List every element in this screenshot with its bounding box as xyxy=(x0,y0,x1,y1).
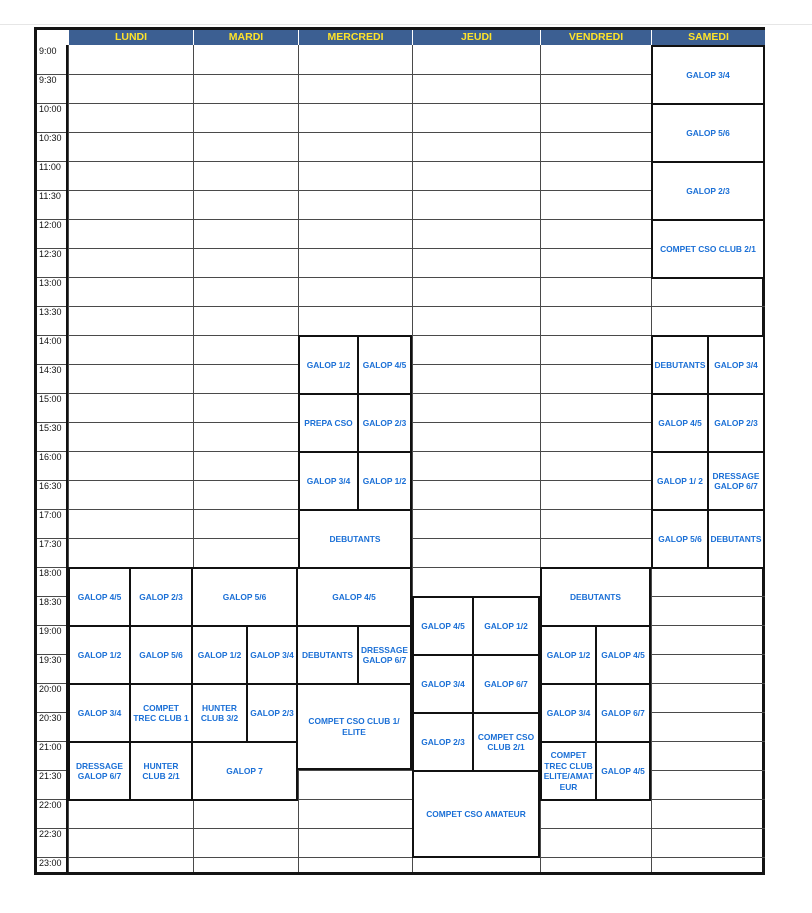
time-label: 23:00 xyxy=(39,858,62,868)
corner-cell xyxy=(37,30,68,45)
time-label: 16:00 xyxy=(39,452,62,462)
class-block[interactable]: GALOP 4/5 xyxy=(296,567,412,627)
class-block[interactable]: GALOP 1/2 xyxy=(68,625,131,685)
class-block[interactable]: GALOP 5/6 xyxy=(651,509,709,569)
class-block[interactable]: COMPET CSO CLUB 2/1 xyxy=(472,712,540,772)
class-block[interactable]: GALOP 3/4 xyxy=(540,683,597,743)
time-label: 17:00 xyxy=(39,510,62,520)
class-block[interactable]: DRESSAGE GALOP 6/7 xyxy=(68,741,131,801)
time-label: 18:30 xyxy=(39,597,62,607)
time-label: 13:00 xyxy=(39,278,62,288)
class-block[interactable]: GALOP 4/5 xyxy=(651,393,709,453)
class-block[interactable]: GALOP 1/2 xyxy=(298,335,359,395)
day-header-samedi: SAMEDI xyxy=(651,30,765,45)
time-label: 9:00 xyxy=(39,46,57,56)
class-block[interactable]: DEBUTANTS xyxy=(707,509,765,569)
time-label: 11:00 xyxy=(39,162,61,172)
class-block[interactable]: COMPET CSO AMATEUR xyxy=(412,770,540,858)
time-label: 21:30 xyxy=(39,771,62,781)
time-label: 16:30 xyxy=(39,481,62,491)
class-block[interactable]: GALOP 2/3 xyxy=(246,683,298,743)
time-label: 21:00 xyxy=(39,742,62,752)
class-block[interactable]: COMPET TREC CLUB ELITE/AMAT EUR xyxy=(540,741,597,801)
class-block[interactable]: GALOP 7 xyxy=(191,741,298,801)
class-block[interactable]: GALOP 2/3 xyxy=(129,567,193,627)
class-block[interactable]: GALOP 5/6 xyxy=(129,625,193,685)
time-label: 20:00 xyxy=(39,684,62,694)
class-block[interactable]: COMPET CSO CLUB 1/ ELITE xyxy=(296,683,412,770)
class-block[interactable]: DRESSAGE GALOP 6/7 xyxy=(357,625,412,685)
class-block[interactable]: GALOP 2/3 xyxy=(651,161,765,221)
time-label: 11:30 xyxy=(39,191,61,201)
class-block[interactable]: DEBUTANTS xyxy=(540,567,651,627)
time-label: 10:00 xyxy=(39,104,62,114)
class-block[interactable]: COMPET TREC CLUB 1 xyxy=(129,683,193,743)
class-block[interactable]: DRESSAGE GALOP 6/7 xyxy=(707,451,765,511)
class-block[interactable]: GALOP 2/3 xyxy=(357,393,412,453)
class-block[interactable]: HUNTER CLUB 3/2 xyxy=(191,683,248,743)
time-label: 19:00 xyxy=(39,626,62,636)
class-block[interactable]: GALOP 1/ 2 xyxy=(651,451,709,511)
row-divider xyxy=(37,828,765,829)
weekly-schedule-table xyxy=(34,27,765,875)
class-block[interactable]: GALOP 5/6 xyxy=(191,567,298,627)
class-block[interactable]: GALOP 3/4 xyxy=(707,335,765,395)
class-block[interactable]: GALOP 3/4 xyxy=(68,683,131,743)
class-block[interactable]: GALOP 1/2 xyxy=(191,625,248,685)
time-label: 13:30 xyxy=(39,307,62,317)
day-header-mercredi: MERCREDI xyxy=(298,30,412,45)
time-label: 12:30 xyxy=(39,249,62,259)
class-block[interactable]: GALOP 3/4 xyxy=(298,451,359,511)
class-block[interactable]: GALOP 4/5 xyxy=(595,741,651,801)
time-label: 9:30 xyxy=(39,75,57,85)
time-label: 20:30 xyxy=(39,713,62,723)
time-label: 18:00 xyxy=(39,568,62,578)
class-block[interactable]: GALOP 4/5 xyxy=(357,335,412,395)
time-label: 19:30 xyxy=(39,655,62,665)
row-divider xyxy=(37,306,765,307)
class-block[interactable]: DEBUTANTS xyxy=(651,335,709,395)
day-header-jeudi: JEUDI xyxy=(412,30,540,45)
class-block[interactable]: GALOP 3/4 xyxy=(246,625,298,685)
class-block[interactable]: GALOP 1/2 xyxy=(540,625,597,685)
class-block[interactable]: COMPET CSO CLUB 2/1 xyxy=(651,219,765,279)
class-block[interactable]: GALOP 6/7 xyxy=(472,654,540,714)
class-block[interactable]: GALOP 3/4 xyxy=(412,654,474,714)
time-label: 15:30 xyxy=(39,423,62,433)
class-block[interactable]: PREPA CSO xyxy=(298,393,359,453)
class-block[interactable]: DEBUTANTS xyxy=(298,509,412,569)
class-block[interactable]: GALOP 2/3 xyxy=(412,712,474,772)
top-divider xyxy=(0,24,812,25)
day-header-lundi: LUNDI xyxy=(68,30,193,45)
time-label: 22:30 xyxy=(39,829,62,839)
class-block[interactable]: DEBUTANTS xyxy=(296,625,359,685)
class-block[interactable]: GALOP 6/7 xyxy=(595,683,651,743)
time-label: 14:30 xyxy=(39,365,62,375)
time-label: 14:00 xyxy=(39,336,62,346)
day-header-vendredi: VENDREDI xyxy=(540,30,651,45)
class-block[interactable]: GALOP 4/5 xyxy=(595,625,651,685)
class-block[interactable]: GALOP 1/2 xyxy=(357,451,412,511)
class-block[interactable]: GALOP 1/2 xyxy=(472,596,540,656)
class-block[interactable]: HUNTER CLUB 2/1 xyxy=(129,741,193,801)
class-block[interactable]: GALOP 4/5 xyxy=(412,596,474,656)
class-block[interactable]: GALOP 3/4 xyxy=(651,45,765,105)
class-block[interactable]: GALOP 5/6 xyxy=(651,103,765,163)
time-label: 17:30 xyxy=(39,539,62,549)
time-label: 22:00 xyxy=(39,800,62,810)
row-divider xyxy=(37,857,765,858)
time-label: 15:00 xyxy=(39,394,62,404)
day-header-mardi: MARDI xyxy=(193,30,298,45)
class-block[interactable]: GALOP 4/5 xyxy=(68,567,131,627)
time-label: 10:30 xyxy=(39,133,62,143)
time-label: 12:00 xyxy=(39,220,62,230)
class-block[interactable]: GALOP 2/3 xyxy=(707,393,765,453)
